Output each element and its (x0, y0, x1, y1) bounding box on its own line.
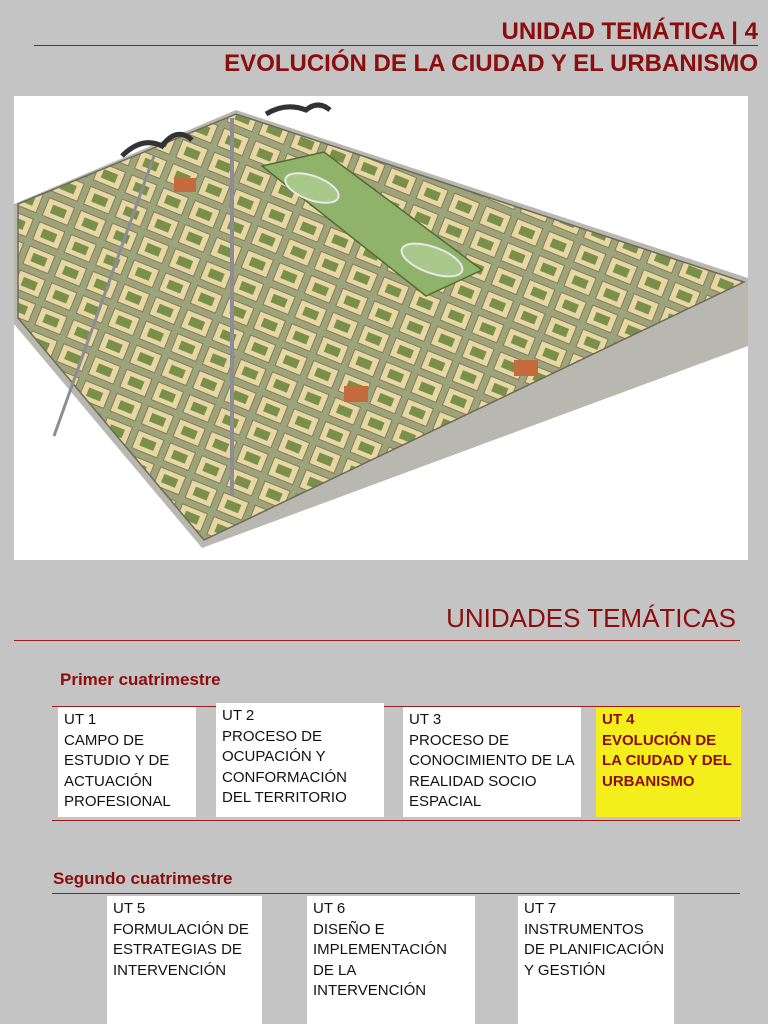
unit-code: UT 7 (524, 900, 557, 917)
section-divider (14, 640, 740, 641)
unit-code: UT 2 (222, 707, 255, 724)
unit-description: CAMPO DE ESTUDIO Y DE ACTUACIÓN PROFESIONAL (64, 731, 171, 810)
unit-card-ut6[interactable] (307, 896, 475, 1024)
first-term-bottom-divider (52, 820, 740, 821)
unit-card-ut4[interactable] (596, 707, 741, 817)
unit-card-ut1[interactable] (58, 707, 196, 817)
unit-code: UT 6 (313, 900, 346, 917)
unit-code: UT 3 (409, 711, 442, 728)
unit-subtitle: EVOLUCIÓN DE LA CIUDAD Y EL URBANISMO (224, 50, 758, 77)
unit-code: UT 5 (113, 900, 146, 917)
unit-description: INSTRUMENTOS DE PLANIFICACIÓN Y GESTIÓN (524, 920, 665, 979)
section-title: UNIDADES TEMÁTICAS (446, 603, 736, 633)
unit-code: UT 1 (64, 711, 97, 728)
unit-description: FORMULACIÓN DE ESTRATEGIAS DE INTERVENCIÓN (113, 920, 249, 979)
unit-card-ut3[interactable] (403, 707, 581, 817)
second-term-divider (52, 893, 740, 894)
unit-description: PROCESO DE OCUPACIÓN Y CONFORMACIÓN DEL TERRITORIO (222, 727, 347, 806)
unit-code: UT 4 (602, 711, 635, 728)
unit-description: EVOLUCIÓN DE LA CIUDAD Y DEL URBANISMO (602, 731, 732, 790)
unit-card-ut7[interactable] (518, 896, 674, 1024)
unit-card-ut2[interactable] (216, 703, 384, 817)
first-term-label: Primer cuatrimestre (60, 670, 221, 689)
second-term-label: Segundo cuatrimestre (53, 869, 233, 888)
unit-description: DISEÑO E IMPLEMENTACIÓN DE LA INTERVENCIÓN (313, 920, 447, 999)
unit-title: UNIDAD TEMÁTICA | 4 (501, 18, 758, 45)
unit-card-ut5[interactable] (107, 896, 262, 1024)
title-divider (34, 45, 758, 46)
unit-description: PROCESO DE CONOCIMIENTO DE LA REALIDAD SOCIO ESPACIAL (409, 731, 574, 810)
urban-plan-illustration-icon (14, 96, 748, 560)
